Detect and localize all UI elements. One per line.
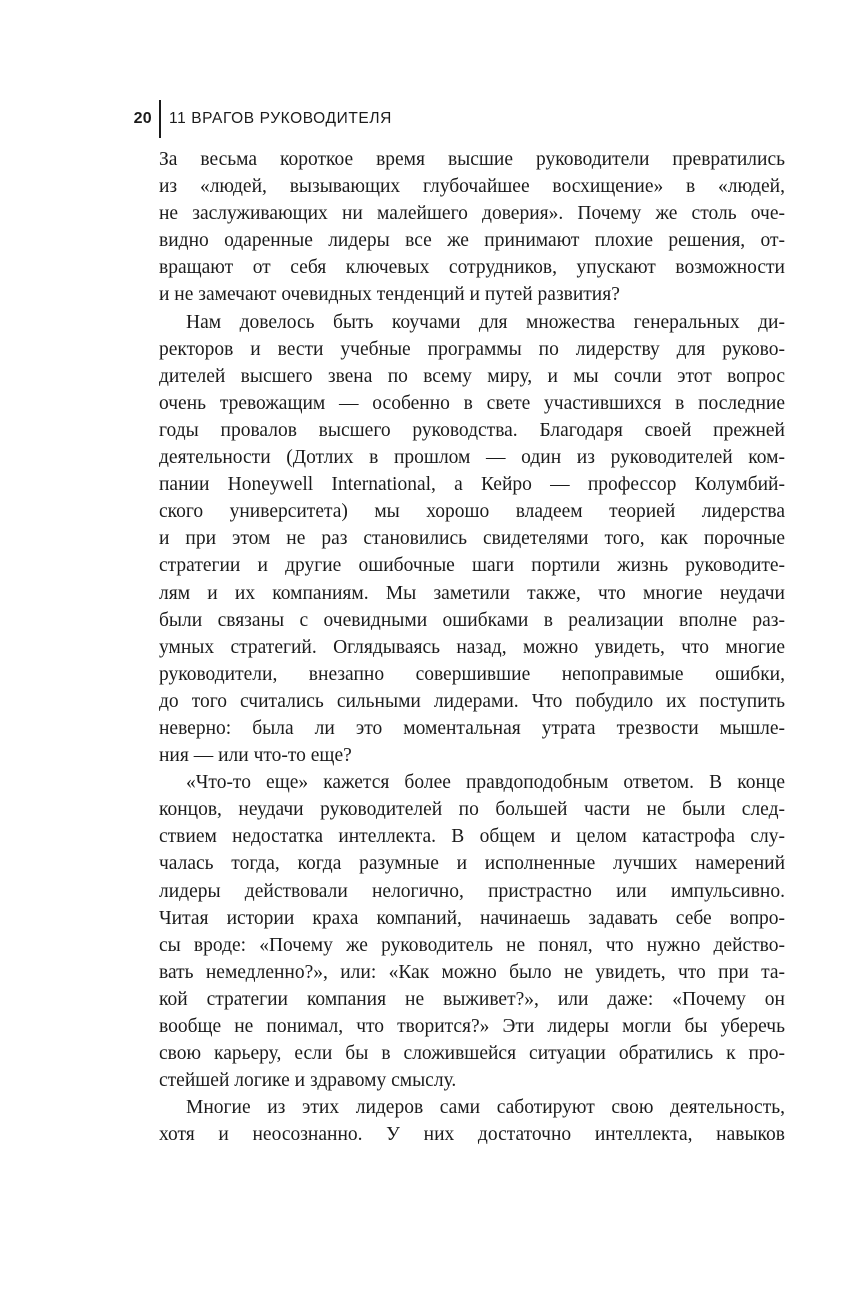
page-number: 20 [133, 110, 152, 127]
text-line: не заслуживающих ни малейшего доверия». Почему же столь оче- [159, 203, 785, 225]
text-line: сы вроде: «Почему же руководитель не понял, что нужно действо- [159, 934, 785, 956]
text-line: неверно: была ли это моментальная утрата трезвости мышле- [159, 717, 785, 739]
text-line: были связаны с очевидными ошибками в реализации вполне раз- [159, 609, 785, 631]
text-line: Читая истории краха компаний, начинаешь задавать себе вопро- [159, 907, 785, 929]
text-line: ректоров и вести учебные программы по лидерству для руково- [159, 338, 785, 360]
text-line: «Что-то еще» кажется более правдоподобным ответом. В конце [186, 772, 785, 794]
text-line: хотя и неосознанно. У них достаточно интеллекта, навыков [159, 1124, 785, 1146]
text-line: до того считались сильными лидерами. Что побудило их поступить [159, 690, 785, 712]
running-title: 11 ВРАГОВ РУКОВОДИТЕЛЯ [169, 110, 392, 127]
text-line: вообще не понимал, что творится?» Эти лидеры могли бы уберечь [159, 1016, 785, 1037]
text-line: деятельности (Дотлих в прошлом — один из руководителей ком- [159, 447, 785, 469]
text-line: вращают от себя ключевых сотрудников, упускают возможности [159, 257, 785, 279]
text-line: вать немедленно?», или: «Как можно было не увидеть, что при та- [159, 961, 785, 983]
text-line: и не замечают очевидных тенденций и путей развития? [159, 284, 620, 306]
text-line: из «людей, вызывающих глубочайшее восхищение» в «людей, [159, 176, 785, 198]
text-line: лям и их компаниям. Мы заметили также, что многие неудачи [159, 582, 785, 604]
text-line: ния — или что-то еще? [159, 745, 352, 767]
text-line: годы провалов высшего руководства. Благодаря своей прежней [159, 419, 785, 441]
text-line: пании Honeywell International, а Кейро — профессор Колумбий- [159, 474, 785, 496]
text-line: и при этом не раз становились свидетелями того, как порочные [159, 528, 785, 550]
text-line: свою карьеру, если бы в сложившейся ситуации обратились к про- [159, 1043, 785, 1065]
text-line: стейшей логике и здравому смыслу. [159, 1070, 457, 1092]
text-line: стратегии и другие ошибочные шаги портили жизнь руководите- [159, 555, 785, 577]
body-text [159, 146, 785, 1148]
text-line: чалась тогда, когда разумные и исполненные лучших намерений [159, 853, 785, 875]
text-line: лидеры действовали нелогично, пристрастно или импульсивно. [159, 880, 785, 902]
text-line: ствием недостатка интеллекта. В общем и целом катастрофа слу- [159, 826, 785, 848]
text-line: За весьма короткое время высшие руководители превратились [159, 149, 785, 170]
text-line: ского университета) мы хорошо владеем теорией лидерства [159, 501, 785, 523]
text-line: Многие из этих лидеров сами саботируют свою деятельность, [186, 1097, 785, 1119]
text-line: Нам довелось быть коучами для множества генеральных ди- [186, 311, 785, 333]
text-line: концов, неудачи руководителей по большей части не были след- [159, 799, 785, 821]
text-line: видно одаренные лидеры все же принимают плохие решения, от- [159, 230, 785, 252]
running-header [116, 100, 392, 138]
text-line: дителей высшего звена по всему миру, и мы сочли этот вопрос [159, 365, 785, 387]
text-line: кой стратегии компания не выживет?», или даже: «Почему он [159, 988, 785, 1010]
text-line: очень тревожащим — особенно в свете участившихся в последние [159, 392, 785, 414]
text-line: умных стратегий. Оглядываясь назад, можно увидеть, что многие [159, 636, 785, 658]
text-line: руководители, внезапно совершившие непоправимые ошибки, [159, 663, 785, 685]
